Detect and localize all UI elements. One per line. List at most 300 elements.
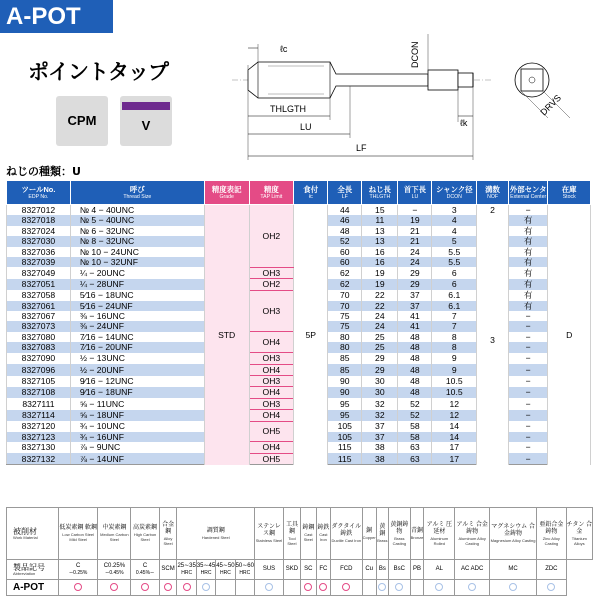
shank-diameter: 9	[432, 364, 477, 375]
column-header-en: Thread Size	[123, 193, 152, 200]
edp-number: 8327111	[7, 398, 71, 409]
thread-size: ⅜ − 16UNC	[70, 311, 204, 321]
material-group-jp: 調質鋼	[206, 527, 225, 534]
overall-length: 62	[328, 267, 362, 278]
column-header	[204, 181, 249, 205]
material-group-jp: ダクタイル鋳鉄	[331, 524, 362, 537]
material-group-en: Titanium Alloys	[571, 535, 587, 546]
suitability-circle-icon	[164, 583, 172, 591]
drvs-label: DRVS	[538, 92, 563, 118]
thread-size: № 10 − 24UNC	[70, 247, 204, 257]
column-header	[328, 181, 362, 205]
material-abbrev	[455, 560, 490, 580]
suitability-cell	[284, 580, 301, 596]
material-abbrev-code: C	[142, 562, 148, 569]
suitability-circle-icon	[342, 583, 350, 591]
overall-length: 46	[328, 215, 362, 225]
material-label-jp: 被削材	[13, 526, 37, 536]
tap-limit-cell: OH3	[249, 398, 294, 409]
suitability-circle-icon	[183, 583, 191, 591]
thread-size: № 4 − 40UNC	[70, 205, 204, 216]
edp-number: 8327058	[7, 290, 71, 300]
suitability-circle-icon	[378, 583, 386, 591]
material-abbrev	[216, 560, 235, 580]
shank-diameter: 10.5	[432, 387, 477, 398]
column-header	[398, 181, 432, 205]
thread-length: 37	[362, 421, 398, 431]
chamfer-cell: 5P	[294, 205, 328, 465]
lu-label: LU	[300, 122, 312, 132]
material-abbrev	[235, 560, 254, 580]
suitability-circle-icon	[395, 583, 403, 591]
material-group-en: Bronze	[410, 534, 424, 540]
column-header-en: External Center	[510, 193, 547, 200]
thread-length: 29	[362, 353, 398, 364]
shank-diameter: 4	[432, 215, 477, 225]
external-center: −	[509, 376, 548, 387]
neck-length: 58	[398, 432, 432, 442]
column-header	[294, 181, 328, 205]
thread-size: ½ − 13UNC	[70, 353, 204, 364]
external-center: −	[509, 387, 548, 398]
tap-limit-cell: OH3	[249, 353, 294, 364]
external-center: −	[509, 332, 548, 342]
material-abbrev-code: FC	[319, 566, 328, 572]
suitability-circle-icon	[202, 583, 210, 591]
thread-size: № 8 − 32UNC	[70, 236, 204, 246]
edp-number: 8327123	[7, 432, 71, 442]
neck-length: −	[398, 205, 432, 216]
material-group-jp: 低炭素鋼 軟鋼	[59, 525, 97, 531]
neck-length: 37	[398, 301, 432, 311]
neck-length: 52	[398, 410, 432, 421]
edp-number: 8327049	[7, 267, 71, 278]
external-center: 有	[509, 267, 548, 278]
external-center: −	[509, 453, 548, 464]
external-center: 有	[509, 236, 548, 246]
overall-length: 52	[328, 236, 362, 246]
material-abbrev-sub: HRC	[181, 569, 193, 576]
material-abbrev	[424, 560, 455, 580]
shank-diameter: 9	[432, 353, 477, 364]
shank-diameter: 7	[432, 321, 477, 331]
material-abbrev-code: AC ADC	[461, 566, 484, 572]
overall-length: 90	[328, 376, 362, 387]
material-abbrev-code: 35∼45	[196, 562, 216, 569]
edp-number: 8327080	[7, 332, 71, 342]
material-abbrev-code: SKD	[285, 566, 299, 572]
column-header	[249, 181, 294, 205]
column-header-jp: 在庫	[561, 184, 577, 194]
overall-length: 75	[328, 311, 362, 321]
thread-length: 24	[362, 311, 398, 321]
thread-length: 38	[362, 442, 398, 453]
column-header-en: TAP Limit	[260, 193, 283, 200]
material-abbrev-sub: ∼0.25%	[68, 569, 88, 576]
material-group-en: High Carbon Steel	[133, 532, 157, 542]
cpm-badge-label: CPM	[67, 113, 97, 128]
neck-length: 41	[398, 321, 432, 331]
neck-length: 21	[398, 236, 432, 246]
overall-length: 75	[328, 321, 362, 331]
neck-length: 48	[398, 332, 432, 342]
suitability-cell	[316, 580, 330, 596]
shank-diameter: 6	[432, 279, 477, 290]
material-abbrev-code: 50∼60	[235, 562, 254, 569]
thread-size: ⅝ − 18UNF	[70, 410, 204, 421]
suitability-cell	[389, 580, 411, 596]
material-abbrev-code: BsC	[393, 566, 406, 572]
material-group-en: Cast Iron	[319, 532, 328, 542]
column-header-jp: 食付	[303, 184, 319, 194]
edp-number: 8327105	[7, 376, 71, 387]
material-abbrev	[316, 560, 330, 580]
shank-diameter: 6.1	[432, 290, 477, 300]
material-abbrev	[362, 560, 376, 580]
brand-logo: A-POT	[0, 0, 113, 33]
tap-limit-cell: OH5	[249, 421, 294, 442]
tap-limit-cell: OH3	[249, 376, 294, 387]
thread-size: 5⁄16 − 18UNC	[70, 290, 204, 300]
external-center: 有	[509, 290, 548, 300]
neck-length: 48	[398, 353, 432, 364]
material-label-en: Work Material	[13, 534, 38, 540]
suitability-cell	[330, 580, 362, 596]
tap-limit-cell: OH4	[249, 410, 294, 421]
material-abbrev	[300, 560, 316, 580]
table-row	[7, 205, 591, 216]
thread-size: 9⁄16 − 18UNF	[70, 387, 204, 398]
shank-diameter: 7	[432, 311, 477, 321]
material-group	[284, 508, 301, 560]
overall-length: 85	[328, 353, 362, 364]
overall-length: 60	[328, 247, 362, 257]
column-header-jp: ツールNo.	[21, 184, 56, 194]
overall-length: 95	[328, 410, 362, 421]
material-group-en: Hardened Steel	[201, 534, 230, 540]
column-header	[7, 181, 71, 205]
overall-length: 48	[328, 226, 362, 236]
material-group-en: Brass	[377, 538, 388, 543]
material-group	[424, 508, 455, 560]
shank-diameter: 4	[432, 226, 477, 236]
external-center: −	[509, 432, 548, 442]
suitability-cell	[98, 580, 131, 596]
material-abbrev	[196, 560, 215, 580]
material-group	[98, 508, 131, 560]
thread-size: № 10 − 32UNF	[70, 257, 204, 267]
material-group-jp: 青銅	[410, 527, 423, 534]
material-group	[254, 508, 283, 560]
shank-diameter: 6	[432, 267, 477, 278]
neck-length: 63	[398, 453, 432, 464]
material-abbrev-code: PB	[412, 566, 421, 572]
suitability-cell	[131, 580, 159, 596]
suitability-cell	[196, 580, 215, 596]
edp-number: 8327039	[7, 257, 71, 267]
thread-length: 29	[362, 364, 398, 375]
column-header	[477, 181, 509, 205]
thread-length: 32	[362, 398, 398, 409]
neck-length: 41	[398, 311, 432, 321]
overall-length: 85	[328, 364, 362, 375]
suitability-circle-icon	[110, 583, 118, 591]
material-abbrev-code: 25∼35	[177, 562, 196, 569]
thread-length: 25	[362, 342, 398, 352]
column-header-jp: シャンク径	[435, 184, 473, 194]
external-center: 有	[509, 279, 548, 290]
neck-length: 48	[398, 376, 432, 387]
shank-diameter: 12	[432, 398, 477, 409]
suitability-cell	[537, 580, 567, 596]
thread-length: 15	[362, 205, 398, 216]
coating-badge-label: V	[141, 118, 151, 133]
overall-length: 80	[328, 342, 362, 352]
suitability-cell	[424, 580, 455, 596]
thread-size: ⅝ − 11UNC	[70, 398, 204, 409]
tap-limit-cell: OH4	[249, 332, 294, 353]
abbrev-label-jp: 製品記号	[13, 562, 45, 572]
material-abbrev	[159, 560, 177, 580]
shank-diameter: 17	[432, 453, 477, 464]
suitability-circle-icon	[304, 583, 312, 591]
column-header-jp: 精度表記	[211, 184, 242, 194]
tap-limit-cell: OH5	[249, 453, 294, 464]
material-abbrev-sub: HRC	[200, 569, 212, 576]
column-header-en: LF	[341, 193, 348, 200]
column-header-en: Grade	[219, 193, 234, 200]
material-group-jp: 高炭素鋼	[133, 525, 158, 531]
material-abbrev-code: MC	[508, 566, 518, 572]
material-group	[316, 508, 330, 560]
material-abbrev-sub: HRC	[239, 569, 251, 576]
external-center: 有	[509, 301, 548, 311]
neck-length: 48	[398, 342, 432, 352]
suitability-circle-icon	[468, 583, 476, 591]
cpm-badge	[56, 96, 108, 146]
overall-length: 62	[328, 279, 362, 290]
material-group-en: Alloy Steel	[163, 535, 173, 546]
shank-diameter: 8	[432, 332, 477, 342]
suitability-circle-icon	[547, 583, 555, 591]
thread-type-label: ねじの種類：U	[6, 165, 81, 178]
product-title: ポイントタップ	[28, 60, 168, 84]
thread-length: 19	[362, 267, 398, 278]
material-abbrev-code: C	[75, 562, 81, 569]
column-header-en: ℓc	[308, 193, 313, 200]
shank-diameter: 6.1	[432, 301, 477, 311]
lf-label: LF	[356, 143, 367, 153]
spec-body	[7, 205, 591, 465]
suitability-cell	[300, 580, 316, 596]
shank-diameter: 5.5	[432, 257, 477, 267]
abbrev-label	[7, 560, 59, 580]
material-abbrev	[537, 560, 567, 580]
suitability-circle-icon	[435, 583, 443, 591]
spec-header-row	[7, 181, 591, 205]
neck-length: 29	[398, 267, 432, 278]
material-group-jp: 鋳鋼	[302, 525, 315, 531]
material-group	[410, 508, 424, 560]
grade-cell: STD	[204, 205, 249, 465]
overall-length: 115	[328, 453, 362, 464]
tap-limit-cell: OH4	[249, 364, 294, 375]
edp-number: 8327108	[7, 387, 71, 398]
tap-limit-cell: OH4	[249, 387, 294, 398]
lk-label: ℓk	[460, 118, 468, 128]
material-group-en: Low Carbon Steel Mild Steel	[62, 532, 95, 542]
suitability-cell	[159, 580, 177, 596]
shank-diameter: 14	[432, 432, 477, 442]
stock-cell: D	[548, 205, 591, 465]
neck-length: 21	[398, 226, 432, 236]
material-header-row	[7, 508, 593, 560]
external-center: −	[509, 442, 548, 453]
material-abbrev-code: SUS	[262, 566, 276, 572]
neck-length: 48	[398, 387, 432, 398]
material-header-label	[7, 508, 59, 560]
column-header	[548, 181, 591, 205]
thread-length: 30	[362, 376, 398, 387]
tap-limit-cell: OH3	[249, 290, 294, 332]
material-abbrev-code: AL	[435, 566, 443, 572]
material-abbrev-code: SCM	[161, 566, 175, 572]
column-header-en: NOF	[487, 193, 499, 200]
thread-size: № 6 − 32UNC	[70, 226, 204, 236]
edp-number: 8327090	[7, 353, 71, 364]
thlgth-label: THLGTH	[270, 104, 306, 114]
shank-diameter: 17	[432, 442, 477, 453]
material-abbrev	[410, 560, 424, 580]
material-abbrev	[131, 560, 159, 580]
thread-length: 38	[362, 453, 398, 464]
suitability-circle-icon	[74, 583, 82, 591]
material-group-en: Copper	[362, 534, 376, 540]
material-abbrev-code: Bs	[378, 566, 386, 572]
overall-length: 95	[328, 398, 362, 409]
flute-count: 2	[477, 205, 509, 216]
material-abbrev-row	[7, 560, 593, 580]
thread-size: ⅜ − 24UNF	[70, 321, 204, 331]
coating-color-bar	[122, 102, 170, 110]
material-group	[131, 508, 159, 560]
thread-length: 30	[362, 387, 398, 398]
material-abbrev-code: Cu	[365, 566, 373, 572]
material-table	[6, 507, 593, 596]
edp-number: 8327018	[7, 215, 71, 225]
external-center: −	[509, 321, 548, 331]
material-abbrev-code: ZDC	[545, 566, 558, 572]
thread-length: 13	[362, 236, 398, 246]
material-group	[59, 508, 98, 560]
suitability-cell	[455, 580, 490, 596]
material-abbrev	[177, 560, 196, 580]
thread-size: ¾ − 10UNC	[70, 421, 204, 431]
material-group	[566, 508, 592, 560]
external-center: −	[509, 398, 548, 409]
overall-length: 44	[328, 205, 362, 216]
tap-drawing	[232, 30, 597, 160]
material-group-jp: 黄銅	[379, 524, 386, 537]
material-group	[537, 508, 567, 560]
column-header-jp: 首下長	[403, 184, 427, 194]
column-header-en: DCON	[446, 193, 462, 200]
column-header-jp: 呼び	[129, 184, 145, 194]
external-center: −	[509, 342, 548, 352]
thread-size: ⅞ − 9UNC	[70, 442, 204, 453]
neck-length: 29	[398, 279, 432, 290]
material-abbrev-code: FCD	[340, 566, 353, 572]
column-header-jp: 全長	[337, 184, 353, 194]
shank-diameter: 3	[432, 205, 477, 216]
column-header-jp: ねじ長	[368, 184, 391, 194]
overall-length: 60	[328, 257, 362, 267]
material-group-en: Cast Steel	[303, 532, 313, 542]
material-group-jp: チタン 合金	[566, 521, 592, 535]
edp-number: 8327132	[7, 453, 71, 464]
material-abbrev-code: C0.25%	[103, 562, 126, 569]
material-abbrev	[254, 560, 283, 580]
material-group	[362, 508, 376, 560]
material-group-en: Magnesium Alloy Casting	[490, 538, 536, 543]
column-header-en: Stock	[562, 193, 576, 200]
material-group-en: Ductile Cast Iron	[331, 538, 362, 543]
thread-length: 16	[362, 247, 398, 257]
suitability-cell	[410, 580, 424, 596]
edp-number: 8327036	[7, 247, 71, 257]
edp-number: 8327012	[7, 205, 71, 216]
material-group-en: Stainless Steel	[255, 538, 283, 543]
shank-diameter: 8	[432, 342, 477, 352]
material-group-en: Brass Casting	[392, 535, 407, 546]
column-header-jp: 溝数	[485, 184, 500, 194]
thread-length: 37	[362, 432, 398, 442]
material-group-en: Zinc Alloy Casting	[542, 535, 560, 546]
overall-length: 115	[328, 442, 362, 453]
suitability-cell	[254, 580, 283, 596]
thread-size: 5⁄16 − 24UNF	[70, 301, 204, 311]
suitability-cell	[235, 580, 254, 596]
external-center: −	[509, 353, 548, 364]
thread-length: 22	[362, 290, 398, 300]
external-center: 有	[509, 257, 548, 267]
tap-limit-cell: OH3	[249, 267, 294, 278]
thread-length: 22	[362, 301, 398, 311]
lc-label: ℓc	[280, 44, 288, 54]
thread-length: 32	[362, 410, 398, 421]
suitability-circle-icon	[319, 583, 327, 591]
thread-length: 24	[362, 321, 398, 331]
external-center: −	[509, 311, 548, 321]
neck-length: 19	[398, 215, 432, 225]
thread-size: ½ − 20UNF	[70, 364, 204, 375]
product-code: A-POT	[7, 580, 59, 596]
material-group-jp: 合金鋼	[162, 521, 175, 535]
material-group-jp: ステンレス鋼	[257, 524, 281, 537]
material-group	[300, 508, 316, 560]
external-center: −	[509, 364, 548, 375]
edp-number: 8327114	[7, 410, 71, 421]
shank-diameter: 5.5	[432, 247, 477, 257]
suitability-cell	[216, 580, 235, 596]
suitability-circle-icon	[509, 583, 517, 591]
thread-size: ⅞ − 14UNF	[70, 453, 204, 464]
material-group-jp: 黄銅鋳物	[390, 521, 409, 535]
material-group-jp: アルミ 合金鋳物	[456, 521, 488, 535]
edp-number: 8327083	[7, 342, 71, 352]
edp-number: 8327073	[7, 321, 71, 331]
edp-number: 8327030	[7, 236, 71, 246]
